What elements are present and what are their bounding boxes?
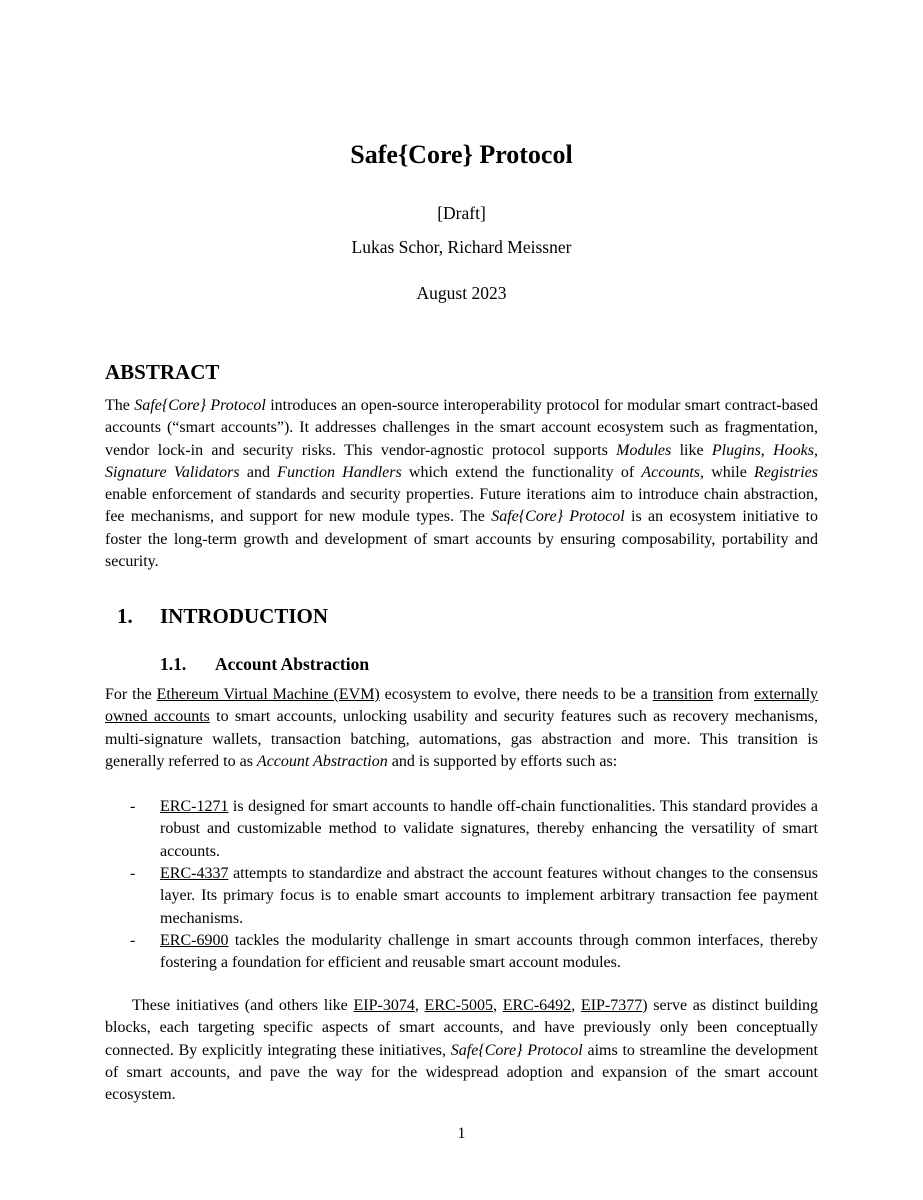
erc-5005-link[interactable]: ERC-5005 [424, 997, 493, 1014]
subsection-number: 1.1. [160, 654, 187, 674]
erc-6492-link[interactable]: ERC-6492 [502, 997, 572, 1014]
abstract-paragraph: The Safe{Core} Protocol introduces an open-source interoperability protocol for modular smart contract-based accounts (“smart accounts”). It addresses challenges in the smart account ecosystem such as fragmentation, vendor lock-in and security risks. This vendor-agnostic protocol supports Modules like Plugins, Hooks, Signature Validators and Function Handlers which extend the functionality of Accounts, while Registries enable enforcement of standards and security properties. Future iterations aim to introduce chain abstraction, fee mechanisms, and support for new module types. The Safe{Core} Protocol is an ecosystem initiative to foster the long-term growth and development of smart accounts by ensuring composability, portability and security. [105, 397, 819, 571]
draft-status: [Draft] [437, 203, 486, 223]
page-number: 1 [457, 1125, 466, 1142]
bullet-dash: - [130, 798, 136, 815]
erc-6900-link[interactable]: ERC-6900 [160, 932, 229, 949]
list-item: ERC-6900 tackles the modularity challenge in smart accounts through common interfaces, thereby fostering a foundation for efficient and reusable smart account modules. [160, 932, 818, 972]
list-item: ERC-4337 attempts to standardize and abstract the account features without changes to the consensus layer. Its primary focus is to enable smart accounts to implement arbitrary transaction fee payment mechanisms. [160, 865, 818, 927]
erc-1271-link[interactable]: ERC-1271 [160, 798, 229, 815]
intro-paragraph: For the Ethereum Virtual Machine (EVM) ecosystem to evolve, there needs to be a transition from externally owned accounts to smart accounts, unlocking usability and security features such as recovery mechanisms, multi-signature wallets, transaction batching, automations, gas abstraction and more. This transition is generally referred to as Account Abstraction and is supported by efforts such as: [105, 686, 819, 770]
publication-date: August 2023 [416, 283, 507, 303]
abstract-heading: ABSTRACT [105, 360, 220, 384]
eip-3074-link[interactable]: EIP-3074 [353, 997, 415, 1014]
section-number: 1. [117, 604, 133, 628]
section-heading: INTRODUCTION [160, 604, 329, 628]
evm-link[interactable]: Ethereum Virtual Machine (EVM) [156, 686, 380, 703]
subsection-heading: Account Abstraction [215, 654, 370, 674]
initiatives-paragraph: These initiatives (and others like EIP-3074, ERC-5005, ERC-6492, EIP-7377) serve as distinct building blocks, each targeting specific aspects of smart accounts, and have previously only been conceptually connected. By explicitly integrating these initiatives, Safe{Core} Protocol aims to streamline the development of smart accounts, and pave the way for the widespread adoption and expansion of the smart account ecosystem. [105, 997, 819, 1104]
eoa-link[interactable]: externally owned accounts [105, 686, 819, 726]
authors: Lukas Schor, Richard Meissner [351, 237, 572, 257]
eip-7377-link[interactable]: EIP-7377 [580, 997, 643, 1014]
list-item: ERC-1271 is designed for smart accounts to handle off-chain functionalities. This standard provides a robust and customizable method to validate signatures, thereby enhancing the versatility of smart accounts. [160, 798, 818, 860]
erc-4337-link[interactable]: ERC-4337 [160, 865, 229, 882]
page-title: Safe{Core} Protocol [350, 140, 573, 169]
transition-link[interactable]: transition [652, 686, 714, 703]
bullet-dash: - [130, 932, 136, 949]
bullet-dash: - [130, 865, 136, 882]
